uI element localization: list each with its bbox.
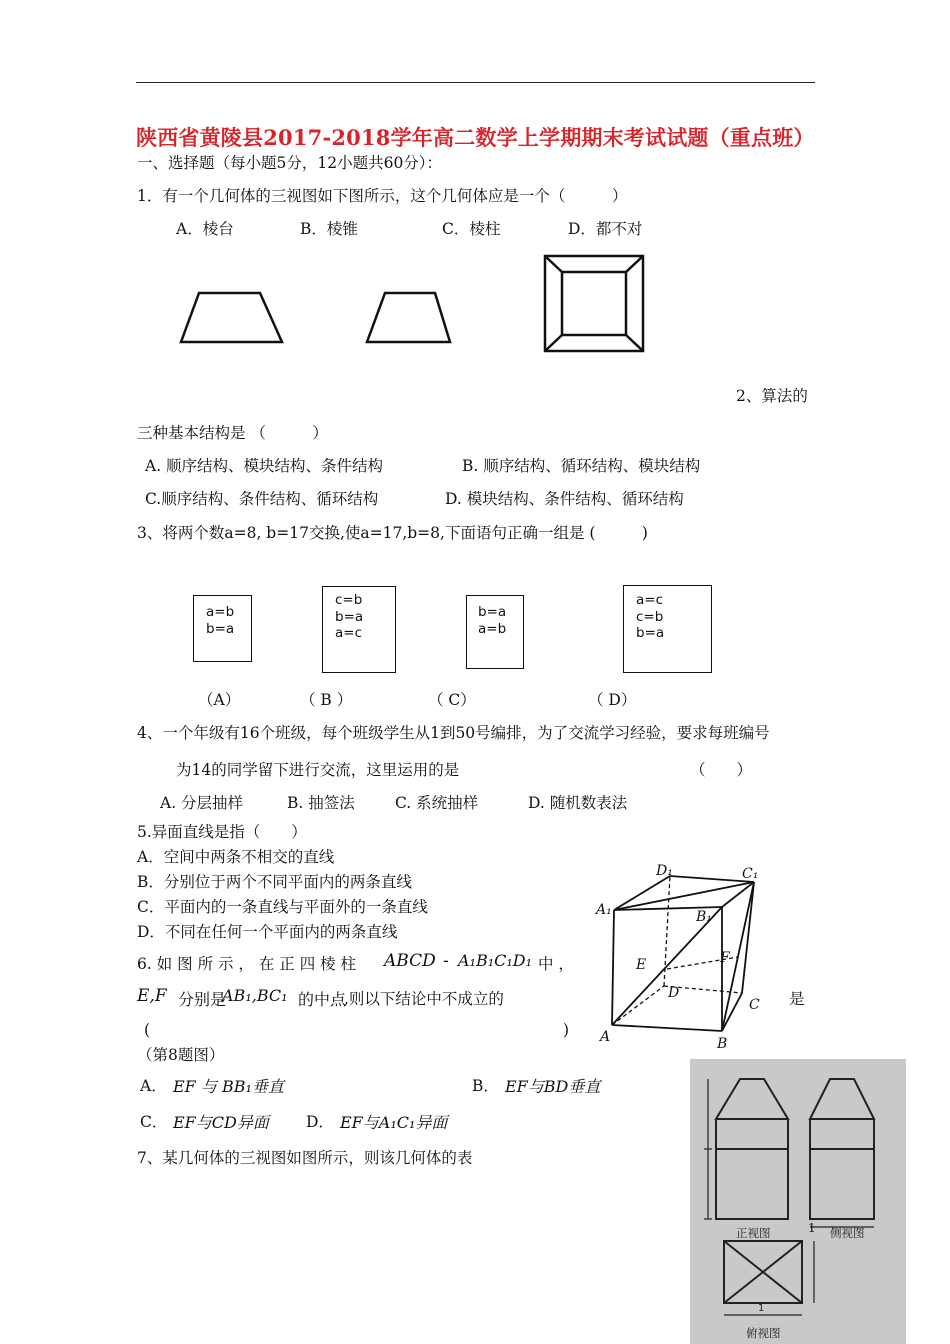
q6-figure-label: （第8题图） [137, 1046, 225, 1064]
q3-label-a: （A） [198, 691, 241, 709]
q4-option-b: B. 抽签法 [287, 794, 355, 812]
q6-ef: E,F [137, 986, 167, 1006]
vertex-f: F [720, 950, 730, 966]
q4-stem-b: 为14的同学留下进行交流，这里运用的是 [176, 761, 460, 779]
q4-answer-paren: （ ） [690, 761, 753, 779]
q5-stem: 5.异面直线是指（ ） [137, 823, 307, 841]
q6-line1-a: 6. 如 图 所 示 ， 在 正 四 棱 柱 [137, 955, 357, 973]
q5-option-d: D．不同在任何一个平面内的两条直线 [137, 923, 398, 941]
q6-line1-b: 中 ， [538, 955, 574, 973]
q6-fenbie: 分别是 [178, 990, 227, 1009]
vertex-d: D [668, 985, 680, 1001]
section-heading: 一、选择题（每小题5分，12小题共60分）： [137, 154, 443, 172]
q6-option-a-expr: EF 与 BB₁垂直 [173, 1077, 284, 1096]
vertex-a1: A₁ [596, 902, 612, 918]
q1-option-a: A．棱台 [176, 220, 234, 238]
vertex-c: C [749, 997, 760, 1013]
q6-option-b-expr: EF与BD垂直 [505, 1077, 601, 1096]
page-number: 1 [808, 1221, 816, 1235]
q2-stem-a: 2、算法的 [736, 387, 808, 405]
q6-option-d-expr: EF与A₁C₁异面 [340, 1113, 448, 1132]
vertex-d1: D₁ [656, 863, 673, 879]
q3-code-b: c=b b=a a=c [335, 592, 364, 641]
q1-stem: 1．有一个几何体的三视图如下图所示，这个几何体应是一个（ ） [137, 187, 628, 205]
q3-stem: 3、将两个数a=8, b=17交换,使a=17,b=8,下面语句正确一组是 ( ) [137, 524, 648, 542]
q3-label-d: （ D） [588, 691, 637, 709]
q6-midpoint-segs: AB₁,BC₁ [222, 986, 288, 1005]
q3-code-d: a=c c=b b=a [636, 592, 665, 641]
q1-option-b: B．棱锥 [300, 220, 358, 238]
q3-box-d [623, 585, 712, 673]
q6-paren-open: ( [144, 1021, 151, 1039]
dimension-label: 1 [758, 1303, 765, 1314]
q6-prism-figure [592, 858, 792, 1053]
q1-option-c: C．棱柱 [442, 220, 501, 238]
vertex-b1: B₁ [696, 909, 712, 925]
q2-option-c: C.顺序结构、条件结构、循环结构 [145, 490, 379, 508]
side-view-label: 侧视图 [830, 1226, 865, 1240]
q4-option-c: C. 系统抽样 [395, 794, 479, 812]
q2-option-a: A. 顺序结构、模块结构、条件结构 [145, 457, 384, 475]
q2-option-d: D. 模块结构、条件结构、循环结构 [445, 490, 684, 508]
q3-label-b: （ B ） [300, 691, 353, 709]
q2-stem-b: 三种基本结构是 （ ） [137, 424, 328, 442]
q6-option-b-letter: B． [472, 1077, 499, 1095]
vertex-a: A [600, 1029, 611, 1045]
q6-option-c-expr: EF与CD异面 [173, 1113, 269, 1132]
q3-code-c: b=a a=b [478, 604, 507, 637]
q6-prism: ABCD [384, 951, 436, 971]
q7-stem: 7、某几何体的三视图如图所示，则该几何体的表 [137, 1149, 473, 1167]
top-view-frustum [545, 256, 643, 351]
q7-three-view-drawing [690, 1059, 906, 1344]
q4-stem-a: 4、一个年级有16个班级，每个班级学生从1到50号编排，为了交流学习经验，要求每班编号 [137, 724, 770, 742]
q3-label-c: （ C） [428, 691, 476, 709]
q6-shi: 是 [789, 990, 805, 1008]
q6-midpoint-text: 的中点 [298, 990, 347, 1009]
vertex-c1: C₁ [742, 866, 759, 882]
q6-option-c-letter: C． [140, 1113, 168, 1131]
q1-three-views [170, 250, 660, 360]
q4-option-a: A. 分层抽样 [160, 794, 244, 812]
q5-option-b: B．分别位于两个不同平面内的两条直线 [137, 873, 412, 891]
vertex-b: B [717, 1036, 728, 1052]
top-view-label: 俯视图 [746, 1326, 781, 1340]
vertex-e: E [636, 957, 647, 973]
q3-box-c [466, 595, 524, 669]
q6-option-d-letter: D． [306, 1113, 334, 1131]
q3-box-a [193, 595, 252, 662]
side-view-trapezoid [367, 293, 450, 342]
q3-code-a: a=b b=a [206, 604, 235, 637]
q6-option-a-letter: A． [140, 1077, 167, 1095]
front-view-trapezoid [181, 293, 282, 342]
q6-line2-c: ,则以下结论中不成立的 [344, 990, 504, 1008]
exam-title: 陕西省黄陵县2017-2018学年高二数学上学期期末考试试题（重点班） [136, 125, 815, 150]
q4-option-d: D. 随机数表法 [528, 794, 628, 812]
q5-option-a: A．空间中两条不相交的直线 [137, 848, 335, 866]
q1-option-d: D．都不对 [568, 220, 643, 238]
q6-dash: - [443, 951, 449, 971]
q6-prism2: A₁B₁C₁D₁ [458, 951, 533, 970]
q2-option-b: B. 顺序结构、循环结构、模块结构 [462, 457, 701, 475]
q7-three-view-photo [690, 1059, 906, 1344]
q6-paren-close: ) [563, 1021, 570, 1039]
q5-option-c: C．平面内的一条直线与平面外的一条直线 [137, 898, 428, 916]
q3-box-b [322, 586, 396, 673]
header-rule [136, 82, 815, 83]
front-view-label: 正视图 [736, 1226, 771, 1240]
